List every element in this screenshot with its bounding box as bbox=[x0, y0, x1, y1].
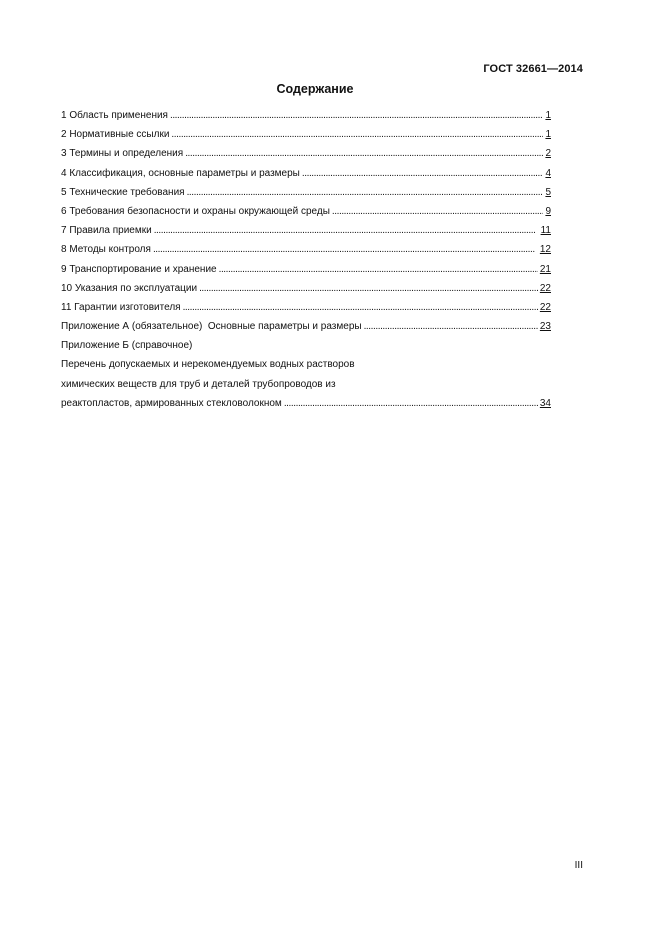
table-of-contents bbox=[61, 106, 551, 413]
appendix-b-title-line: Перечень допускаемых и нерекомендуемых водных растворов bbox=[61, 359, 355, 371]
toc-entry-label: реактопластов, армированных стекловолокном bbox=[61, 397, 282, 409]
toc-title: Содержание bbox=[276, 82, 354, 96]
page-number: III bbox=[574, 860, 583, 871]
toc-entry-label: 4 Классификация, основные параметры и размеры bbox=[61, 167, 300, 179]
dot-leader bbox=[154, 221, 539, 240]
document-number: ГОСТ 32661—2014 bbox=[483, 63, 583, 75]
toc-page-link[interactable]: 11 bbox=[540, 225, 551, 237]
appendix-b-heading: Приложение Б (справочное) bbox=[61, 340, 193, 352]
toc-entry-label: 6 Требования безопасности и охраны окружающей среды bbox=[61, 205, 330, 217]
toc-page-link[interactable]: 9 bbox=[545, 205, 551, 217]
toc-page-link[interactable]: 22 bbox=[539, 301, 551, 313]
toc-entry-label: 7 Правила приемки bbox=[61, 225, 152, 237]
toc-page-link[interactable]: 21 bbox=[539, 263, 551, 275]
toc-page-link[interactable]: 12 bbox=[539, 244, 551, 256]
toc-entry[interactable] bbox=[61, 144, 551, 163]
toc-entry-label: 3 Термины и определения bbox=[61, 148, 184, 160]
toc-page-link[interactable]: 1 bbox=[545, 129, 551, 141]
toc-page-link[interactable]: 34 bbox=[539, 397, 551, 409]
toc-entry[interactable] bbox=[61, 260, 551, 279]
toc-entry-label: 10 Указания по эксплуатации bbox=[61, 282, 198, 294]
toc-entry[interactable] bbox=[61, 183, 551, 202]
toc-entry[interactable] bbox=[61, 317, 551, 336]
toc-page-link[interactable]: 4 bbox=[545, 167, 551, 179]
toc-entry-label: 1 Область применения bbox=[61, 110, 168, 121]
toc-page-link[interactable]: 5 bbox=[545, 186, 551, 198]
toc-entry-label: 5 Технические требования bbox=[61, 186, 185, 198]
toc-entry[interactable] bbox=[61, 221, 551, 240]
dot-leader bbox=[185, 144, 543, 163]
toc-entry[interactable] bbox=[61, 279, 551, 298]
dot-leader bbox=[364, 317, 538, 336]
dot-leader bbox=[183, 298, 538, 317]
dot-leader bbox=[153, 240, 538, 259]
toc-page-link[interactable]: 22 bbox=[539, 282, 551, 294]
appendix-b-title-line: химических веществ для труб и деталей трубопроводов из bbox=[61, 378, 336, 390]
dot-leader bbox=[171, 125, 543, 144]
dot-leader bbox=[199, 279, 538, 298]
toc-entry-label: 2 Нормативные ссылки bbox=[61, 129, 170, 141]
toc-entry-label: Приложение А (обязательное) Основные параметры и размеры bbox=[61, 321, 362, 333]
toc-page-link[interactable]: 1 bbox=[545, 110, 551, 121]
toc-entry[interactable] bbox=[61, 164, 551, 183]
toc-entry[interactable] bbox=[61, 298, 551, 317]
dot-leader bbox=[332, 202, 544, 221]
toc-page-link[interactable]: 2 bbox=[545, 148, 551, 160]
toc-entry[interactable] bbox=[61, 394, 551, 413]
toc-page-link[interactable]: 23 bbox=[539, 321, 551, 333]
toc-entry-label: 11 Гарантии изготовителя bbox=[61, 301, 181, 313]
toc-entry-label: 9 Транспортирование и хранение bbox=[61, 263, 217, 275]
toc-entry[interactable] bbox=[61, 202, 551, 221]
dot-leader bbox=[302, 164, 544, 183]
dot-leader bbox=[219, 260, 538, 279]
toc-entry[interactable] bbox=[61, 240, 551, 259]
toc-entry[interactable] bbox=[61, 106, 551, 125]
toc-entry[interactable] bbox=[61, 125, 551, 144]
dot-leader bbox=[170, 106, 543, 125]
toc-entry-label: 8 Методы контроля bbox=[61, 244, 151, 256]
dot-leader bbox=[187, 183, 544, 202]
dot-leader bbox=[284, 394, 538, 413]
